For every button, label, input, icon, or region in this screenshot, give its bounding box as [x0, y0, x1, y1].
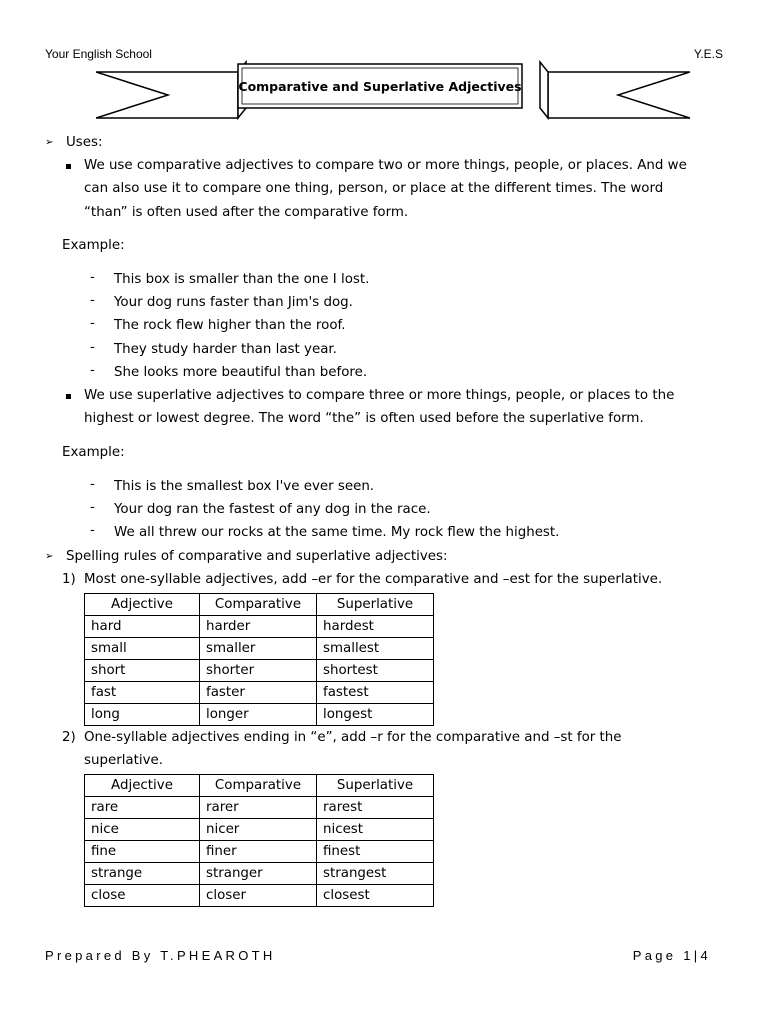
table-cell: fastest — [317, 682, 434, 704]
table-cell: strange — [85, 863, 200, 885]
square-bullet-icon — [66, 164, 71, 169]
dash-bullet: - — [90, 523, 95, 538]
table-cell: close — [85, 885, 200, 907]
table-row — [85, 819, 434, 841]
table-cell: fine — [85, 841, 200, 863]
rule-1-number: 1) — [62, 572, 76, 587]
spelling-heading: Spelling rules of comparative and superlative adjectives: — [66, 549, 448, 564]
table-cell: smaller — [200, 638, 317, 660]
table-row — [85, 885, 434, 907]
dash-bullet: - — [90, 477, 95, 492]
arrow-bullet-icon: ➢ — [45, 551, 54, 562]
rule-1-text: Most one-syllable adjectives, add –er for the comparative and –est for the superlative. — [84, 572, 663, 587]
table-cell: hard — [85, 616, 200, 638]
arrow-bullet-icon: ➢ — [45, 137, 54, 148]
comparative-example-1: This box is smaller than the one I lost. — [114, 272, 370, 287]
superlative-line-1: We use superlative adjectives to compare three or more things, people, or places to the — [84, 388, 675, 403]
dash-bullet: - — [90, 363, 95, 378]
table-row — [85, 841, 434, 863]
example-label-1: Example: — [62, 238, 125, 253]
dash-bullet: - — [90, 500, 95, 515]
table-cell: hardest — [317, 616, 434, 638]
table-row — [85, 616, 434, 638]
table-cell: harder — [200, 616, 317, 638]
rule-2-line-1: One-syllable adjectives ending in “e”, add –r for the comparative and –st for the — [84, 730, 622, 745]
column-header: Superlative — [317, 775, 434, 797]
superlative-example-1: This is the smallest box I've ever seen. — [114, 479, 375, 494]
table-cell: rarer — [200, 797, 317, 819]
table-cell: small — [85, 638, 200, 660]
table-row — [85, 863, 434, 885]
table-cell: closer — [200, 885, 317, 907]
table-cell: longer — [200, 704, 317, 726]
header-abbreviation: Y.E.S — [693, 47, 723, 61]
uses-heading: Uses: — [66, 135, 103, 150]
square-bullet-icon — [66, 394, 71, 399]
comparative-example-3: The rock flew higher than the roof. — [114, 318, 346, 333]
table-cell: closest — [317, 885, 434, 907]
table-header-row — [85, 594, 434, 616]
superlative-example-2: Your dog ran the fastest of any dog in the race. — [114, 502, 431, 517]
dash-bullet: - — [90, 270, 95, 285]
comparative-line-2: can also use it to compare one thing, person, or place at the different times. The word — [84, 181, 664, 196]
comparative-line-1: We use comparative adjectives to compare two or more things, people, or places. And we — [84, 158, 687, 173]
page-title: Comparative and Superlative Adjectives — [238, 78, 522, 94]
column-header: Superlative — [317, 594, 434, 616]
comparative-example-2: Your dog runs faster than Jim's dog. — [114, 295, 353, 310]
comparative-example-4: They study harder than last year. — [114, 342, 337, 357]
table-header-row — [85, 775, 434, 797]
column-header: Comparative — [200, 775, 317, 797]
table-cell: rarest — [317, 797, 434, 819]
rule-2-table — [84, 774, 434, 907]
table-row — [85, 797, 434, 819]
footer-page-number: Page 1|4 — [632, 948, 711, 963]
comparative-example-5: She looks more beautiful than before. — [114, 365, 368, 380]
rule-1-table — [84, 593, 434, 726]
table-cell: short — [85, 660, 200, 682]
example-label-2: Example: — [62, 445, 125, 460]
table-cell: finer — [200, 841, 317, 863]
table-cell: long — [85, 704, 200, 726]
superlative-line-2: highest or lowest degree. The word “the” is often used before the superlative form. — [84, 411, 644, 426]
table-cell: smallest — [317, 638, 434, 660]
dash-bullet: - — [90, 293, 95, 308]
table-row — [85, 660, 434, 682]
table-cell: longest — [317, 704, 434, 726]
comparative-line-3: “than” is often used after the comparative form. — [84, 205, 409, 220]
table-cell: shorter — [200, 660, 317, 682]
header-school-name: Your English School — [45, 47, 152, 61]
table-cell: strangest — [317, 863, 434, 885]
table-cell: faster — [200, 682, 317, 704]
table-row — [85, 704, 434, 726]
table-cell: nicer — [200, 819, 317, 841]
rule-2-number: 2) — [62, 730, 76, 745]
table-cell: finest — [317, 841, 434, 863]
table-cell: shortest — [317, 660, 434, 682]
table-row — [85, 682, 434, 704]
table-cell: nice — [85, 819, 200, 841]
dash-bullet: - — [90, 316, 95, 331]
table-row — [85, 638, 434, 660]
superlative-example-3: We all threw our rocks at the same time. My rock flew the highest. — [114, 525, 560, 540]
table-cell: rare — [85, 797, 200, 819]
column-header: Adjective — [85, 775, 200, 797]
column-header: Comparative — [200, 594, 317, 616]
table-cell: nicest — [317, 819, 434, 841]
dash-bullet: - — [90, 340, 95, 355]
column-header: Adjective — [85, 594, 200, 616]
footer-author: Prepared By T.PHEAROTH — [45, 948, 276, 963]
rule-2-line-2: superlative. — [84, 753, 164, 768]
table-cell: stranger — [200, 863, 317, 885]
table-cell: fast — [85, 682, 200, 704]
